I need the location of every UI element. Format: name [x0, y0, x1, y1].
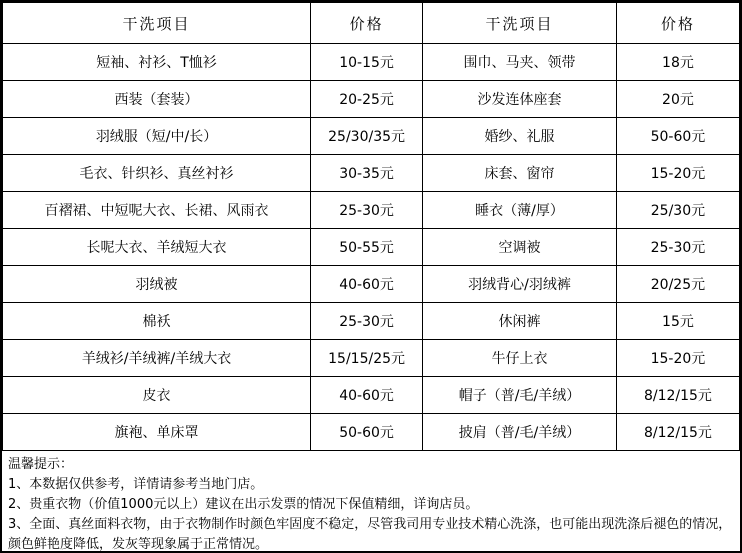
item-cell: 床套、窗帘 [423, 155, 617, 192]
table-row [3, 155, 740, 192]
column-header-price-left: 价格 [311, 3, 423, 44]
table-row [3, 44, 740, 81]
table-row [3, 303, 740, 340]
item-cell: 沙发连体座套 [423, 81, 617, 118]
table-row [3, 340, 740, 377]
note-line-3: 3、全面、真丝面料衣物，由于衣物制作时颜色牢固度不稳定，尽管我司用专业技术精心洗涤，也可能出现洗涤后褪色的情况，颜色鲜艳度降低，发灰等现象属于正常情况。 [8, 517, 732, 552]
price-cell: 20-25元 [311, 81, 423, 118]
price-cell: 15元 [616, 303, 739, 340]
column-header-price-right: 价格 [616, 3, 739, 44]
price-cell: 50-60元 [311, 414, 423, 451]
price-cell: 40-60元 [311, 377, 423, 414]
price-cell: 15-20元 [616, 155, 739, 192]
item-cell: 休闲裤 [423, 303, 617, 340]
item-cell: 空调被 [423, 229, 617, 266]
table-row [3, 81, 740, 118]
item-cell: 披肩（普/毛/羊绒） [423, 414, 617, 451]
item-cell: 皮衣 [3, 377, 311, 414]
dry-clean-price-table [2, 2, 740, 451]
table-row [3, 192, 740, 229]
item-cell: 婚纱、礼服 [423, 118, 617, 155]
item-cell: 长呢大衣、羊绒短大衣 [3, 229, 311, 266]
price-cell: 15/15/25元 [311, 340, 423, 377]
item-cell: 棉袄 [3, 303, 311, 340]
item-cell: 毛衣、针织衫、真丝衬衫 [3, 155, 311, 192]
price-cell: 30-35元 [311, 155, 423, 192]
item-cell: 西装（套装） [3, 81, 311, 118]
item-cell: 羽绒被 [3, 266, 311, 303]
price-cell: 20/25元 [616, 266, 739, 303]
header-row [3, 3, 740, 44]
price-cell: 10-15元 [311, 44, 423, 81]
note-line-1: 1、本数据仅供参考，详情请参考当地门店。 [8, 477, 264, 492]
notes-title: 温馨提示： [8, 457, 74, 472]
note-line-2: 2、贵重衣物（价值1000元以上）建议在出示发票的情况下保值精细，详询店员。 [8, 497, 479, 512]
price-cell: 8/12/15元 [616, 377, 739, 414]
table-row [3, 118, 740, 155]
price-cell: 50-55元 [311, 229, 423, 266]
item-cell: 围巾、马夹、领带 [423, 44, 617, 81]
item-cell: 短袖、衬衫、T恤衫 [3, 44, 311, 81]
price-cell: 50-60元 [616, 118, 739, 155]
column-header-items-right: 干洗项目 [423, 3, 617, 44]
column-header-items-left: 干洗项目 [3, 3, 311, 44]
price-cell: 25-30元 [311, 303, 423, 340]
price-cell: 25-30元 [616, 229, 739, 266]
item-cell: 百褶裙、中短呢大衣、长裙、风雨衣 [3, 192, 311, 229]
table-row [3, 377, 740, 414]
price-cell: 20元 [616, 81, 739, 118]
price-cell: 18元 [616, 44, 739, 81]
table-row [3, 229, 740, 266]
price-cell: 8/12/15元 [616, 414, 739, 451]
table-row [3, 414, 740, 451]
item-cell: 睡衣（薄/厚） [423, 192, 617, 229]
notes-section [2, 451, 740, 553]
item-cell: 羽绒背心/羽绒裤 [423, 266, 617, 303]
price-cell: 40-60元 [311, 266, 423, 303]
item-cell: 帽子（普/毛/羊绒） [423, 377, 617, 414]
price-cell: 25-30元 [311, 192, 423, 229]
item-cell: 牛仔上衣 [423, 340, 617, 377]
item-cell: 旗袍、单床罩 [3, 414, 311, 451]
price-cell: 15-20元 [616, 340, 739, 377]
table-row [3, 266, 740, 303]
item-cell: 羊绒衫/羊绒裤/羊绒大衣 [3, 340, 311, 377]
price-cell: 25/30/35元 [311, 118, 423, 155]
price-cell: 25/30元 [616, 192, 739, 229]
item-cell: 羽绒服（短/中/长） [3, 118, 311, 155]
